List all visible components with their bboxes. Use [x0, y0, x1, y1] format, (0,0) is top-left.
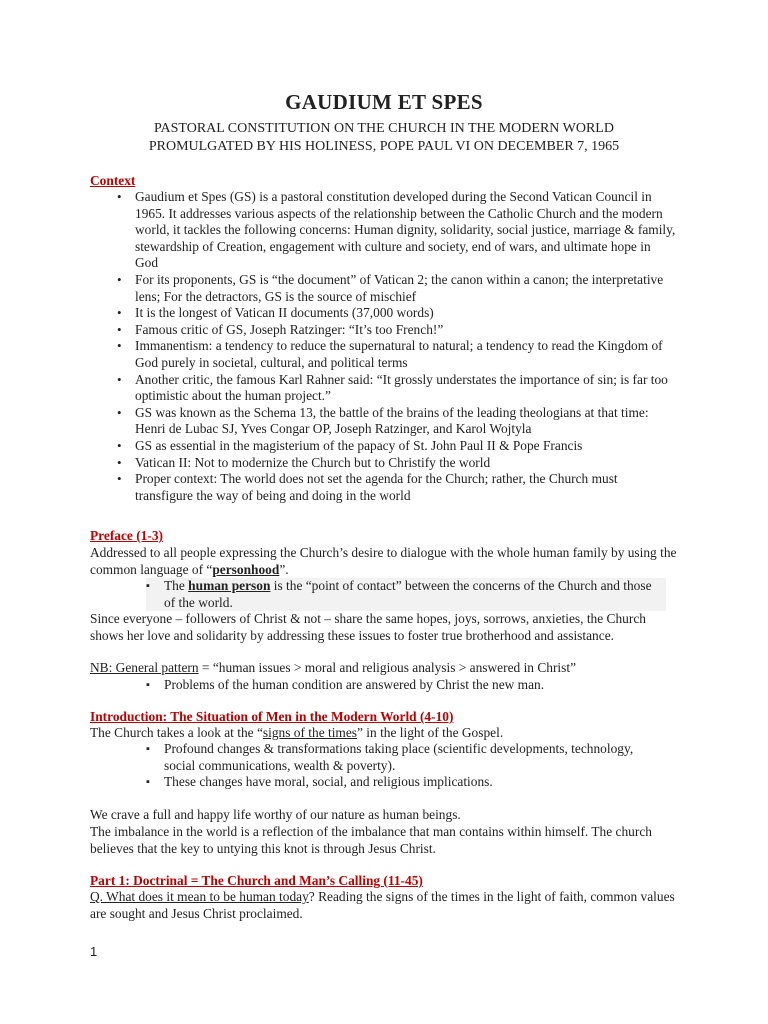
- list-item: ▪ The human person is the “point of contact” between the concerns of the Church and those of the world.: [146, 578, 666, 611]
- list-item: • It is the longest of Vatican II documents (37,000 words): [117, 305, 677, 322]
- preface-paragraph-2: Since everyone – followers of Christ & not – share the same hopes, joys, sorrows, anxieties, the Church shows her love and solidarity by addressing these issues to foster true brotherhood and assistance.: [90, 611, 646, 643]
- nb-square-list: [146, 677, 666, 694]
- list-item: • For its proponents, GS is “the document” of Vatican 2; the canon within a canon; the interpretative lens; For the detractors, GS is the source of mischief: [117, 272, 677, 305]
- part1-question: Q. What does it mean to be human today? Reading the signs of the times in the light of faith, common values are sought and Jesus Christ proclaimed.: [90, 889, 675, 921]
- introduction-paragraph-3: The imbalance in the world is a reflection of the imbalance that man contains within himself. The church believes that the key to untying this knot is through Jesus Christ.: [90, 824, 652, 856]
- list-item: • Immanentism: a tendency to reduce the supernatural to natural; a tendency to read the Kingdom of God purely in societal, cultural, and political terms: [117, 338, 677, 371]
- list-item: • Vatican II: Not to modernize the Church but to Christify the world: [117, 455, 677, 472]
- preface-square-list: [146, 578, 666, 611]
- preface-paragraph: Addressed to all people expressing the Church’s desire to dialogue with the whole human family by using the common language of “personhood”.: [90, 545, 677, 577]
- page-number: 1: [90, 944, 98, 959]
- list-item: • Gaudium et Spes (GS) is a pastoral constitution developed during the Second Vatican Council in 1965. It addresses various aspects of the relationship between the Catholic Church and the modern world, it tackles the following concerns: Human dignity, solidarity, social justice, marriage & family, stewardship of Creation, engagement with culture and society, end of wars, and ultimate hope in God: [117, 189, 677, 272]
- list-item: ▪ These changes have moral, social, and religious implications.: [146, 774, 666, 791]
- introduction-square-list: [146, 741, 666, 791]
- introduction-paragraph: The Church takes a look at the “signs of the times” in the light of the Gospel.: [90, 725, 504, 740]
- list-item: • Proper context: The world does not set the agenda for the Church; rather, the Church must transfigure the way of being and doing in the world: [117, 471, 677, 504]
- list-item: ▪ Problems of the human condition are answered by Christ the new man.: [146, 677, 666, 694]
- human-person-term: human person: [188, 578, 271, 593]
- list-item: • GS was known as the Schema 13, the battle of the brains of the leading theologians at that time: Henri de Lubac SJ, Yves Congar OP, Joseph Ratzinger, and Karol Wojtyla: [117, 405, 677, 438]
- signs-of-the-times-term: signs of the times: [262, 725, 358, 740]
- nb-general-pattern: NB: General pattern = “human issues > moral and religious analysis > answered in Christ”: [90, 660, 577, 675]
- list-item: • Another critic, the famous Karl Rahner said: “It grossly understates the importance of sin; is far too optimistic about the human project.”: [117, 372, 677, 405]
- list-item: • GS as essential in the magisterium of the papacy of St. John Paul II & Pope Francis: [117, 438, 677, 455]
- context-heading: Context: [90, 173, 136, 188]
- context-bullet-list: [117, 189, 677, 504]
- list-item: ▪ Profound changes & transformations taking place (scientific developments, technology, social communications, wealth & poverty).: [146, 741, 666, 774]
- personhood-term: personhood: [212, 561, 280, 577]
- list-item: • Famous critic of GS, Joseph Ratzinger: “It’s too French!”: [117, 322, 677, 339]
- introduction-heading: Introduction: The Situation of Men in the Modern World (4-10): [90, 709, 454, 724]
- preface-heading: Preface (1-3): [90, 528, 163, 543]
- part1-heading: Part 1: Doctrinal = The Church and Man’s Calling (11-45): [90, 873, 423, 888]
- document-subtitle: PASTORAL CONSTITUTION ON THE CHURCH IN THE MODERN WORLD: [154, 121, 614, 136]
- document-title: GAUDIUM ET SPES: [285, 90, 483, 114]
- document-promulgation-line: PROMULGATED BY HIS HOLINESS, POPE PAUL VI ON DECEMBER 7, 1965: [148, 139, 620, 154]
- introduction-paragraph-2: We crave a full and happy life worthy of our nature as human beings.: [90, 807, 461, 822]
